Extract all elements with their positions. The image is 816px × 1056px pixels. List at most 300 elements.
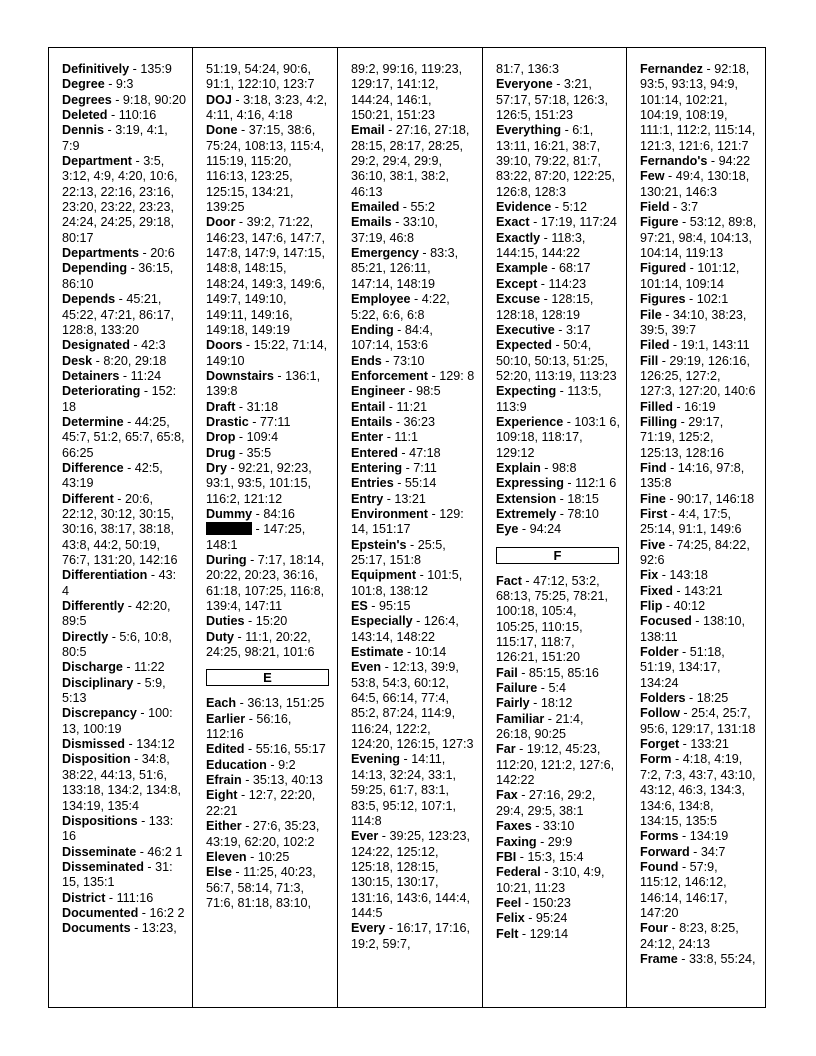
index-entry: Department - 3:5, 3:12, 4:9, 4:20, 10:6, 22:13, 22:16, 23:16, 23:20, 23:22, 23:23, 24:24, 24:25, 29:18, 80:17 [62, 154, 178, 245]
index-term: Folders [640, 691, 686, 706]
page-line-references: 11:1, 20:22, 24:25, 98:21, 101:6 [206, 629, 315, 660]
index-entry: Eye - 94:24 [496, 522, 562, 537]
page-line-references: 128:15, 128:18, 128:19 [496, 292, 594, 322]
index-entry: Executive - 3:17 [496, 322, 591, 337]
page-line-references: 83:3, 85:21, 126:11, 147:14, 148:19 [351, 246, 459, 291]
page-line-references: 90:17, 146:18 [677, 491, 755, 506]
index-term: Dennis [62, 123, 104, 138]
page-line-references: 126:4, 143:14, 148:22 [351, 614, 459, 644]
page-line-references: 94:24 [529, 522, 562, 537]
page-line-references: 136:1, 139:8 [206, 368, 321, 399]
index-entry: FBI - 15:3, 15:4 [496, 849, 584, 864]
index-entry: Entries - 55:14 [351, 476, 437, 491]
redaction-bar [206, 522, 252, 535]
index-term: Especially [351, 614, 413, 629]
index-entry: - 147:25, 148:1 [206, 522, 306, 552]
index-term: Drastic [206, 414, 249, 429]
index-entry: Documented - 16:2 2 [62, 905, 185, 920]
index-term: Education [206, 757, 267, 772]
page-line-references: 45:21, 45:22, 47:21, 86:17, 128:8, 133:20 [62, 292, 175, 337]
page-line-references: 33:10 [542, 819, 575, 834]
index-term: Fernando's [640, 154, 708, 169]
index-entry: Dismissed - 134:12 [62, 737, 175, 752]
page-line-references: 35:5 [246, 445, 272, 460]
index-entry: Figured - 101:12, 101:14, 109:14 [640, 261, 740, 291]
index-term: Four [640, 921, 668, 936]
index-entry: Forms - 134:19 [640, 829, 729, 844]
index-entry: Faxes - 33:10 [496, 819, 575, 834]
index-term: Expecting [496, 384, 557, 399]
index-entry: Fix - 143:18 [640, 568, 708, 583]
index-term: Fact [496, 573, 522, 588]
index-entry: Found - 57:9, 115:12, 146:12, 146:14, 146:17, 147:20 [640, 859, 728, 920]
page-line-references: 55:16, 55:17 [255, 742, 326, 757]
index-entry: Determine - 44:25, 45:7, 51:2, 65:7, 65:8, 66:25 [62, 414, 185, 460]
index-entry: Excuse - 128:15, 128:18, 128:19 [496, 292, 594, 322]
page-line-references: 37:15, 38:6, 75:24, 108:13, 115:4, 115:19, 115:20, 116:13, 123:25, 125:15, 134:21, 139:25 [206, 123, 325, 215]
index-term: Forms [640, 829, 679, 844]
index-entry: Felix - 95:24 [496, 911, 568, 926]
index-entry: Efrain - 35:13, 40:13 [206, 773, 323, 788]
index-term: Feel [496, 895, 522, 910]
page-line-references: 85:15, 85:16 [528, 665, 599, 680]
page-line-references: 19:12, 45:23, 112:20, 121:2, 127:6, 142:22 [496, 742, 615, 788]
index-term: Folder [640, 645, 679, 660]
index-term: Found [640, 859, 679, 874]
index-column-5 [627, 48, 765, 1007]
index-term: Degrees [62, 92, 112, 107]
page-line-references: 20:6 [150, 246, 175, 261]
index-entry [206, 62, 331, 93]
page-line-references: 8:20, 29:18 [103, 353, 167, 368]
index-entry: Directly - 5:6, 10:8, 80:5 [62, 629, 172, 660]
index-term: Few [640, 169, 665, 184]
index-term: Engineer [351, 384, 405, 399]
index-entry: Emergency - 83:3, 85:21, 126:11, 147:14, 148:19 [351, 246, 459, 291]
page-line-references: 11:21 [396, 399, 428, 414]
index-entry: Employee - 4:22, 5:22, 6:6, 6:8 [351, 292, 450, 322]
page-line-references: 100: 13, 100:19 [62, 706, 173, 736]
index-entry: Drastic - 77:11 [206, 414, 291, 429]
index-entry: Education - 9:2 [206, 757, 296, 772]
page-line-references: 114:23 [548, 276, 587, 291]
index-entry: Federal - 3:10, 4:9, 10:21, 11:23 [496, 865, 605, 895]
index-entry: Downstairs - 136:1, 139:8 [206, 368, 321, 399]
page-line-references: 25:5, 25:17, 151:8 [351, 537, 446, 567]
page-line-references: 129: 14, 151:17 [351, 506, 464, 537]
index-entry: Fine - 90:17, 146:18 [640, 491, 755, 506]
page-line-references: 103:1 6, 109:18, 118:17, 129:12 [496, 414, 620, 460]
index-term: Determine [62, 414, 124, 429]
page-line-references: 6:1, 13:11, 16:21, 38:7, 39:10, 79:22, 81:7, 83:22, 87:20, 122:25, 126:8, 128:3 [496, 123, 616, 199]
page-line-references: 42:5, 43:19 [62, 460, 163, 491]
index-entry: Disseminated - 31: 15, 135:1 [62, 859, 173, 890]
index-term: Fax [496, 788, 518, 803]
index-term: Department [62, 154, 132, 169]
index-entry: Differentiation - 43: 4 [62, 568, 177, 598]
index-entry: Disseminate - 46:2 1 [62, 844, 183, 859]
page-line-references: 56:16, 112:16 [206, 711, 292, 742]
index-term: Emailed [351, 200, 400, 215]
index-entry: Extremely - 78:10 [496, 506, 599, 521]
index-term: Failure [496, 681, 538, 696]
index-term: Follow [640, 706, 680, 721]
index-entry: Duties - 15:20 [206, 614, 288, 629]
page-line-references: 4:18, 4:19, 7:2, 7:3, 43:7, 43:10, 43:12, 46:3, 134:3, 134:6, 134:8, 134:15, 135:5 [640, 752, 756, 828]
page-line-references: 78:10 [567, 506, 599, 521]
index-term: Felt [496, 926, 519, 941]
index-entry: Figure - 53:12, 89:8, 97:21, 98:4, 104:13, 104:14, 119:13 [640, 215, 757, 261]
index-term: Entails [351, 414, 393, 429]
index-entry: Even - 12:13, 39:9, 53:8, 54:3, 60:12, 64:5, 66:14, 77:4, 85:2, 87:24, 114:9, 116:24, 122:2, 124:20, 126:15, 127:3 [351, 660, 474, 752]
page-line-references: 12:13, 39:9, 53:8, 54:3, 60:12, 64:5, 66:14, 77:4, 85:2, 87:24, 114:9, 116:24, 122:2, 124:20, 126:15, 127:3 [351, 660, 474, 752]
index-term: Faxing [496, 834, 537, 849]
index-term: Focused [640, 614, 692, 629]
section-letter-heading: E [206, 669, 329, 686]
index-term: Dry [206, 460, 227, 475]
index-term: Ending [351, 322, 394, 337]
page-line-references: 3:7 [680, 200, 699, 215]
index-entry: Degree - 9:3 [62, 77, 134, 92]
page-line-references: 27:6, 35:23, 43:19, 62:20, 102:2 [206, 819, 320, 849]
index-term: Form [640, 752, 672, 767]
index-term: Explain [496, 460, 541, 475]
index-term: Desk [62, 353, 93, 368]
index-entry: Few - 49:4, 130:18, 130:21, 146:3 [640, 169, 750, 199]
index-term: Dummy [206, 506, 253, 521]
index-column-3 [338, 48, 483, 1007]
page-line-references: 138:10, 138:11 [640, 614, 746, 644]
page-line-references: 16:2 2 [149, 905, 185, 920]
index-entry: Except - 114:23 [496, 276, 587, 291]
page-line-references: 14:16, 97:8, 135:8 [640, 460, 745, 491]
index-term: Exact [496, 215, 530, 230]
index-entry: Definitively - 135:9 [62, 62, 172, 76]
index-entry: Ending - 84:4, 107:14, 153:6 [351, 322, 433, 353]
index-term: Entered [351, 445, 398, 460]
index-term: Federal [496, 865, 541, 880]
page-line-references: 5:4 [548, 681, 567, 696]
page-line-references: 46:2 1 [147, 844, 183, 859]
index-entry: Expecting - 113:5, 113:9 [496, 384, 602, 414]
index-entry: Filled - 16:19 [640, 399, 716, 414]
index-entry: Earlier - 56:16, 112:16 [206, 711, 292, 742]
page-line-references: 9:18, 90:20 [122, 92, 186, 107]
index-term: Estimate [351, 645, 404, 660]
page-line-references: 102:1 [696, 292, 729, 307]
index-term: Efrain [206, 773, 242, 788]
index-term: Entering [351, 460, 403, 475]
page-line-references: 34:7 [700, 844, 726, 859]
index-entry: Dry - 92:21, 92:23, 93:1, 93:5, 101:15, 116:2, 121:12 [206, 460, 312, 506]
page-line-references: 143:18 [669, 568, 708, 583]
page-line-references: 17:19, 117:24 [540, 215, 617, 230]
index-term: Fairly [496, 696, 530, 711]
index-entry: Familiar - 21:4, 26:18, 90:25 [496, 711, 584, 742]
page-line-references: 29:19, 126:16, 126:25, 127:2, 127:3, 127:20, 140:6 [640, 353, 756, 399]
page-line-references: 134:12 [136, 737, 175, 752]
index-entry: Deleted - 110:16 [62, 108, 157, 123]
page-line-references: 118:3, 144:15, 144:22 [496, 230, 586, 261]
page-line-references: 16:17, 17:16, 19:2, 59:7, [351, 921, 471, 951]
index-entry: Entails - 36:23 [351, 414, 436, 429]
index-term: Degree [62, 77, 105, 92]
page-line-references: 40:12 [673, 599, 706, 614]
index-term: Differentiation [62, 568, 148, 583]
page-line-references: 29:17, 71:19, 125:2, 125:13, 128:16 [640, 414, 725, 460]
index-term: Depending [62, 261, 128, 276]
index-term: Equipment [351, 568, 417, 583]
index-term: DOJ [206, 92, 232, 107]
index-term: Ever [351, 829, 379, 844]
index-entry: First - 4:4, 17:5, 25:14, 91:1, 149:6 [640, 506, 742, 537]
index-term: Disseminate [62, 844, 137, 859]
page-line-references: 50:4, 50:10, 50:13, 51:25, 52:20, 113:19, 113:23 [496, 338, 617, 383]
index-term: Frame [640, 951, 678, 966]
index-entry: Fernando's - 94:22 [640, 154, 751, 169]
index-term: During [206, 553, 247, 567]
page-line-references: 3:5, 3:12, 4:9, 4:20, 10:6, 22:13, 22:16, 23:16, 23:20, 23:22, 23:23, 24:24, 24:25, 29:18, 80:17 [62, 154, 178, 245]
index-term: First [640, 506, 668, 521]
index-term: Edited [206, 742, 245, 757]
index-term: Epstein's [351, 537, 407, 552]
index-term: Depends [62, 292, 116, 307]
index-entry: Emails - 33:10, 37:19, 46:8 [351, 215, 438, 245]
index-term: Detainers [62, 368, 120, 383]
page-line-references: 33:10, 37:19, 46:8 [351, 215, 438, 245]
index-entry: Example - 68:17 [496, 261, 591, 276]
index-term: Extremely [496, 506, 557, 521]
index-term: Deleted [62, 108, 108, 123]
index-entry [496, 62, 620, 77]
index-entry: File - 34:10, 38:23, 39:5, 39:7 [640, 307, 747, 337]
index-term: Eye [496, 522, 519, 537]
index-entry: Experience - 103:1 6, 109:18, 118:17, 129:12 [496, 414, 620, 460]
page-line-references: 11:1 [394, 430, 418, 445]
index-entry: Explain - 98:8 [496, 460, 577, 475]
page-line-references: 147:25, 148:1 [206, 522, 306, 552]
index-entry: Designated - 42:3 [62, 338, 166, 353]
index-entry: Engineer - 98:5 [351, 384, 441, 399]
page-line-references: 25:4, 25:7, 95:6, 129:17, 131:18 [640, 706, 756, 736]
page-line-references: 98:8 [552, 460, 577, 475]
page-line-references: 5:9, 5:13 [62, 675, 166, 706]
index-term: ES [351, 599, 368, 614]
page-line-references: 21:4, 26:18, 90:25 [496, 711, 584, 742]
index-entry: District - 111:16 [62, 890, 154, 905]
index-term: Entail [351, 399, 386, 414]
index-entry: DOJ - 3:18, 3:23, 4:2, 4:11, 4:16, 4:18 [206, 92, 328, 123]
index-entry: Epstein's - 25:5, 25:17, 151:8 [351, 537, 446, 567]
page-line-references: 152: 18 [62, 384, 177, 414]
index-entry: Exact - 17:19, 117:24 [496, 215, 617, 230]
index-entry: Flip - 40:12 [640, 599, 706, 614]
index-term: Disposition [62, 752, 131, 767]
page-line-references: 92:18, 93:5, 93:13, 94:9, 101:14, 102:21, 104:19, 108:19, 111:1, 112:2, 115:14, 121:3, 121:6, 121:7 [640, 62, 756, 153]
index-term: Faxes [496, 819, 532, 834]
page-line-references: 36:23 [403, 414, 436, 429]
index-term: Fernandez [640, 62, 703, 76]
index-term: Fail [496, 665, 518, 680]
index-entry: Enter - 11:1 [351, 430, 418, 445]
index-term: Duty [206, 629, 234, 644]
index-term: Environment [351, 506, 428, 521]
index-term: Deteriorating [62, 384, 141, 399]
index-term: Documented [62, 905, 139, 920]
page-line-references: 27:16, 27:18, 28:15, 28:17, 28:25, 29:2, 29:4, 29:9, 36:10, 38:1, 38:2, 46:13 [351, 123, 470, 199]
index-term: Emails [351, 215, 392, 230]
index-entry: Far - 19:12, 45:23, 112:20, 121:2, 127:6, 142:22 [496, 742, 615, 788]
index-term: Ends [351, 353, 382, 368]
page-line-references: 44:25, 45:7, 51:2, 65:7, 65:8, 66:25 [62, 414, 185, 460]
page-line-references: 55:14 [404, 476, 437, 491]
page-line-references: 134:19 [689, 829, 729, 844]
index-entry: Disposition - 34:8, 38:22, 44:13, 51:6, 133:18, 134:2, 134:8, 134:19, 135:4 [62, 752, 182, 813]
index-entry: Estimate - 10:14 [351, 645, 447, 660]
index-entry: Extension - 18:15 [496, 491, 599, 506]
index-term: Disseminated [62, 859, 144, 874]
index-term: Differently [62, 599, 125, 614]
page-line-references: 111:16 [116, 890, 154, 905]
index-entry: Dummy - 84:16 [206, 506, 295, 521]
index-term: District [62, 890, 106, 905]
index-term: Extension [496, 491, 557, 506]
page-line-references: 15:3, 15:4 [527, 849, 584, 864]
page-line-references: 3:10, 4:9, 10:21, 11:23 [496, 865, 605, 895]
page-line-references: 5:12 [562, 200, 588, 215]
page-line-references: 51:19, 54:24, 90:6, 91:1, 122:10, 123:7 [206, 62, 315, 92]
page-line-references: 84:4, 107:14, 153:6 [351, 322, 433, 353]
index-term: Enforcement [351, 368, 428, 383]
page-line-references: 18:12 [540, 696, 573, 711]
index-entry: Ends - 73:10 [351, 353, 425, 368]
index-column-2 [193, 48, 338, 1007]
page-line-references: 5:6, 10:8, 80:5 [62, 629, 172, 660]
index-entry: Filed - 19:1, 143:11 [640, 338, 750, 353]
page-line-references: 51:18, 51:19, 134:17, 134:24 [640, 645, 725, 690]
index-entry: Discrepancy - 100: 13, 100:19 [62, 706, 173, 736]
index-term: Drop [206, 430, 236, 445]
page-line-references: 98:5 [416, 384, 441, 399]
page-line-references: 9:2 [278, 757, 296, 772]
index-entry: Entering - 7:11 [351, 460, 437, 475]
page-line-references: 34:10, 38:23, 39:5, 39:7 [640, 307, 747, 337]
index-term: Five [640, 537, 666, 552]
index-entry: Form - 4:18, 4:19, 7:2, 7:3, 43:7, 43:10, 43:12, 46:3, 134:3, 134:6, 134:8, 134:15, 135:5 [640, 752, 756, 828]
page-line-references: 31:18 [246, 399, 279, 414]
index-term: Entry [351, 491, 384, 506]
page-line-references: 49:4, 130:18, 130:21, 146:3 [640, 169, 750, 199]
index-entry: Desk - 8:20, 29:18 [62, 353, 167, 368]
index-term: Employee [351, 292, 411, 307]
page-line-references: 133: 16 [62, 813, 174, 844]
page-line-references: 133:21 [690, 737, 729, 752]
index-term: Example [496, 261, 548, 276]
page-line-references: 3:21, 57:17, 57:18, 126:3, 126:5, 151:23 [496, 77, 609, 123]
index-term: Forward [640, 844, 690, 859]
page-line-references: 73:10 [393, 353, 425, 368]
index-term: Directly [62, 629, 109, 644]
page-line-references: 42:3 [141, 338, 166, 353]
index-entry: Detainers - 11:24 [62, 368, 162, 383]
index-entry: Five - 74:25, 84:22, 92:6 [640, 537, 750, 567]
index-entry: Different - 20:6, 22:12, 30:12, 30:15, 30:16, 38:17, 38:18, 43:8, 44:2, 50:19, 76:7, 131:20, 142:16 [62, 491, 178, 567]
page-line-references: 129:14 [529, 926, 569, 941]
section-letter-heading: F [496, 547, 619, 564]
index-entry: Find - 14:16, 97:8, 135:8 [640, 460, 745, 491]
page-line-references: 11:22 [134, 660, 165, 675]
page-line-references: 9:3 [115, 77, 134, 92]
index-term: Field [640, 200, 670, 215]
index-term: Figures [640, 292, 686, 307]
index-entry: Entry - 13:21 [351, 491, 426, 506]
index-entry: Faxing - 29:9 [496, 834, 573, 849]
index-entry: Exactly - 118:3, 144:15, 144:22 [496, 230, 586, 261]
index-entry: Difference - 42:5, 43:19 [62, 460, 163, 491]
index-entry: Dennis - 3:19, 4:1, 7:9 [62, 123, 168, 153]
index-entry: Environment - 129: 14, 151:17 [351, 506, 464, 537]
index-entry: Fill - 29:19, 126:16, 126:25, 127:2, 127:3, 127:20, 140:6 [640, 353, 756, 399]
index-entry: Each - 36:13, 151:25 [206, 696, 325, 711]
index-entry: Dispositions - 133: 16 [62, 813, 174, 844]
index-term: Everyone [496, 77, 553, 92]
index-entry: Failure - 5:4 [496, 681, 567, 696]
index-term: Difference [62, 460, 124, 475]
index-entry: Fairly - 18:12 [496, 696, 573, 711]
index-entry: Folders - 18:25 [640, 691, 729, 706]
index-entry: Expected - 50:4, 50:10, 50:13, 51:25, 52:20, 113:19, 113:23 [496, 338, 617, 383]
index-term: Everything [496, 123, 562, 138]
index-entry: Ever - 39:25, 123:23, 124:22, 125:12, 125:18, 128:15, 130:15, 130:17, 131:16, 143:6, 144:4, 144:5 [351, 829, 471, 920]
index-term: Fill [640, 353, 659, 368]
page-line-references: 53:12, 89:8, 97:21, 98:4, 104:13, 104:14, 119:13 [640, 215, 757, 261]
index-entry: Depends - 45:21, 45:22, 47:21, 86:17, 128:8, 133:20 [62, 292, 175, 337]
page-line-references: 10:25 [257, 849, 290, 864]
index-entry: Degrees - 9:18, 90:20 [62, 92, 186, 107]
index-entry: Especially - 126:4, 143:14, 148:22 [351, 614, 459, 644]
index-term: Designated [62, 338, 130, 353]
index-term: Felix [496, 911, 525, 926]
page-line-references: 31: 15, 135:1 [62, 859, 173, 890]
page-line-references: 36:13, 151:25 [247, 696, 325, 711]
page-line-references: 42:20, 89:5 [62, 599, 171, 629]
index-term: Find [640, 460, 667, 475]
index-term: Far [496, 742, 516, 757]
index-entry: Equipment - 101:5, 101:8, 138:12 [351, 568, 463, 598]
index-entry: Evidence - 5:12 [496, 200, 588, 215]
index-term: Dispositions [62, 813, 138, 828]
page-line-references: 3:17 [566, 322, 591, 337]
page-line-references: 27:16, 29:2, 29:4, 29:5, 38:1 [496, 788, 596, 818]
index-term: Either [206, 819, 242, 834]
index-entry: Fax - 27:16, 29:2, 29:4, 29:5, 38:1 [496, 788, 596, 818]
page-line-references: 29:9 [547, 834, 573, 849]
index-term: FBI [496, 849, 517, 864]
page-line-references: 16:19 [684, 399, 716, 414]
page-line-references: 19:1, 143:11 [680, 338, 750, 353]
index-term: Different [62, 491, 114, 506]
page-line-references: 12:7, 22:20, 22:21 [206, 788, 316, 818]
index-entry: Fact - 47:12, 53:2, 68:13, 75:25, 78:21, 100:18, 105:4, 105:25, 110:15, 115:17, 118:7, 126:21, 151:20 [496, 573, 609, 665]
index-term: Eleven [206, 849, 247, 864]
index-term: Experience [496, 414, 564, 429]
index-entry: Else - 11:25, 40:23, 56:7, 58:14, 71:3, 71:6, 81:18, 83:10, [206, 865, 316, 910]
index-term: Done [206, 123, 238, 138]
index-term: Exactly [496, 230, 541, 245]
index-entry: Drop - 109:4 [206, 430, 279, 445]
index-entry: Email - 27:16, 27:18, 28:15, 28:17, 28:25, 29:2, 29:4, 29:9, 36:10, 38:1, 38:2, 46:13 [351, 123, 470, 199]
index-entry: Frame - 33:8, 55:24, [640, 951, 756, 966]
